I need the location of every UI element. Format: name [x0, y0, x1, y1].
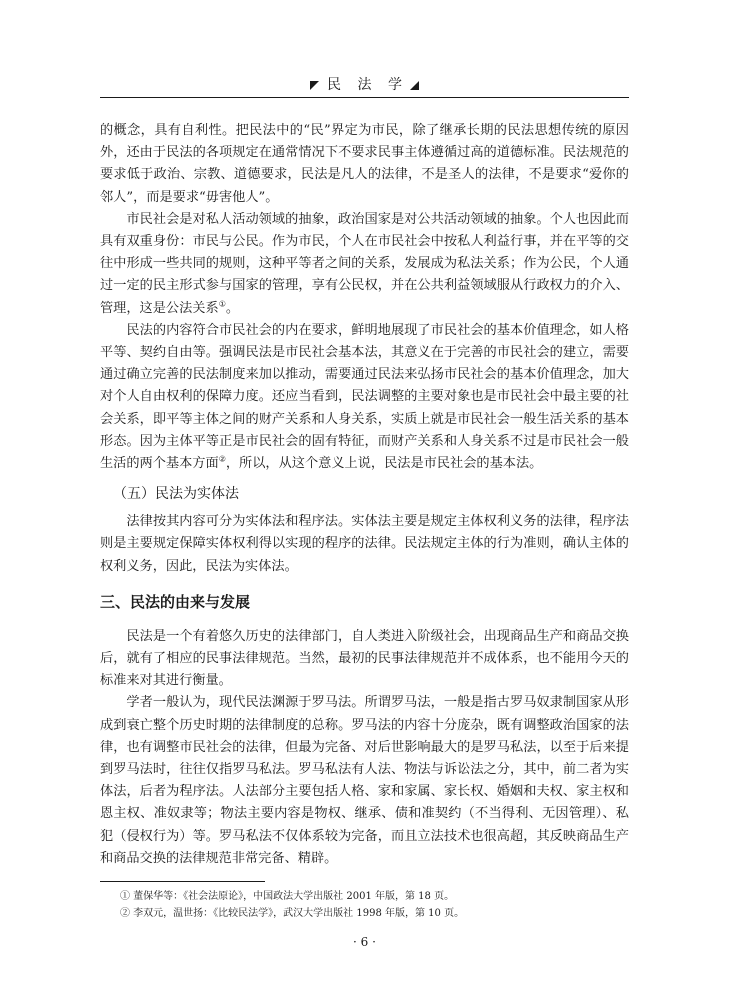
- paragraph-3-text-b: ，所以，从这个意义上说，民法是市民社会的基本法。: [225, 456, 543, 472]
- paragraph-6: 学者一般认为，现代民法渊源于罗马法。所谓罗马法，一般是指古罗马奴隶制国家从形成到衰亡整个历史时期的法律制度的总称。罗马法的内容十分庞杂，既有调整政治国家的法律，也有调整市民社会的法律，但最为完备、对后世影响最大的是罗马私法，以至于后来提到罗马法时，往往仅指罗马私法。罗马私法有人法、物法与诉讼法之分，其中，前二者为实体法，后者为程序法。人法部分主要包括人格、家和家属、家长权、婚姻和夫权、家主权和恩主权、准奴隶等；物法主要内容是物权、继承、债和准契约（不当得利、无因管理）、私犯（侵权行为）等。罗马私法不仅体系较为完备，而且立法技术也很高超，其反映商品生产和商品交换的法律规范非常完备、精辟。: [100, 695, 629, 866]
- paragraph-2-text: 市民社会是对私人活动领域的抽象，政治国家是对公共活动领域的抽象。个人也因此而具有双重身份：市民与公民。作为市民，个人在市民社会中按私人利益行事，并在平等的交往中形成一些共同的规则，这种平等者之间的关系，发展成为私法关系；作为公民，个人通过一定的民主形式参与国家的管理，享有公民权，并在公共利益领域服从行政权力的介入、管理，这是公法关系: [100, 211, 629, 316]
- header-rule: [100, 97, 629, 98]
- paragraph-1: 的概念，具有自利性。把民法中的“民”界定为市民，除了继承长期的民法思想传统的原因外，还由于民法的各项规定在通常情况下不要求民事主体遵循过高的道德标准。民法规范的要求低于政治、宗教、道德要求，民法是凡人的法律，不是圣人的法律，不是要求“爱你的邻人”，而是要求“毋害他人”。: [100, 123, 629, 205]
- footnote-2: ② 李双元，温世扬：《比较民法学》，武汉大学出版社 1998 年版，第 10 页。: [120, 908, 465, 919]
- paragraph-3-text-a: 民法的内容符合市民社会的内在要求，鲜明地展现了市民社会的基本价值理念，如人格平等、契约自由等。强调民法是市民社会基本法，其意义在于完善的市民社会的建立，需要通过确立完善的民法制度来加以推动，需要通过民法来弘扬市民社会的基本价值理念，加大对个人自由权利的保障力度。还应当看到，民法调整的主要对象也是市民社会中最主要的社会关系，即平等主体之间的财产关系和人身关系，实质上就是市民社会一般生活关系的基本形态。因为主体平等正是市民社会的固有特征，而财产关系和人身关系不过是市民社会一般生活的两个基本方面: [100, 322, 629, 472]
- subheading-substantive-law: （五）民法为实体法: [113, 486, 239, 503]
- footnote-ref-1[interactable]: ①: [218, 299, 226, 309]
- triangle-left-icon: [310, 81, 319, 90]
- footnote-rule: [100, 881, 265, 882]
- footnote-ref-2[interactable]: ②: [218, 454, 226, 464]
- triangle-right-icon: [410, 81, 419, 90]
- running-title: 民 法 学: [327, 77, 408, 93]
- running-header: [100, 74, 629, 94]
- paragraph-2: [100, 209, 629, 320]
- page-number: · 6 ·: [353, 935, 376, 949]
- paragraph-4: 法律按其内容可分为实体法和程序法。实体法主要是规定主体权利义务的法律，程序法则是主要规定保障实体权利得以实现的程序的法律。民法规定主体的行为准则，确认主体的权利义务，因此，民法为实体法。: [100, 514, 629, 574]
- footnote-1: ① 董保华等：《社会法原论》，中国政法大学出版社 2001 年版，第 18 页。: [120, 891, 455, 902]
- body-text: [100, 120, 629, 870]
- footnotes: [120, 888, 620, 922]
- paragraph-2-end: 。: [225, 300, 240, 316]
- paragraph-5: 民法是一个有着悠久历史的法律部门，自人类进入阶级社会，出现商品生产和商品交换后，就有了相应的民事法律规范。当然，最初的民事法律规范并不成体系，也不能用今天的标准来对其进行衡量。: [100, 628, 629, 689]
- paragraph-3: [100, 320, 629, 475]
- section-heading-origin: 三、民法的由来与发展: [100, 592, 251, 611]
